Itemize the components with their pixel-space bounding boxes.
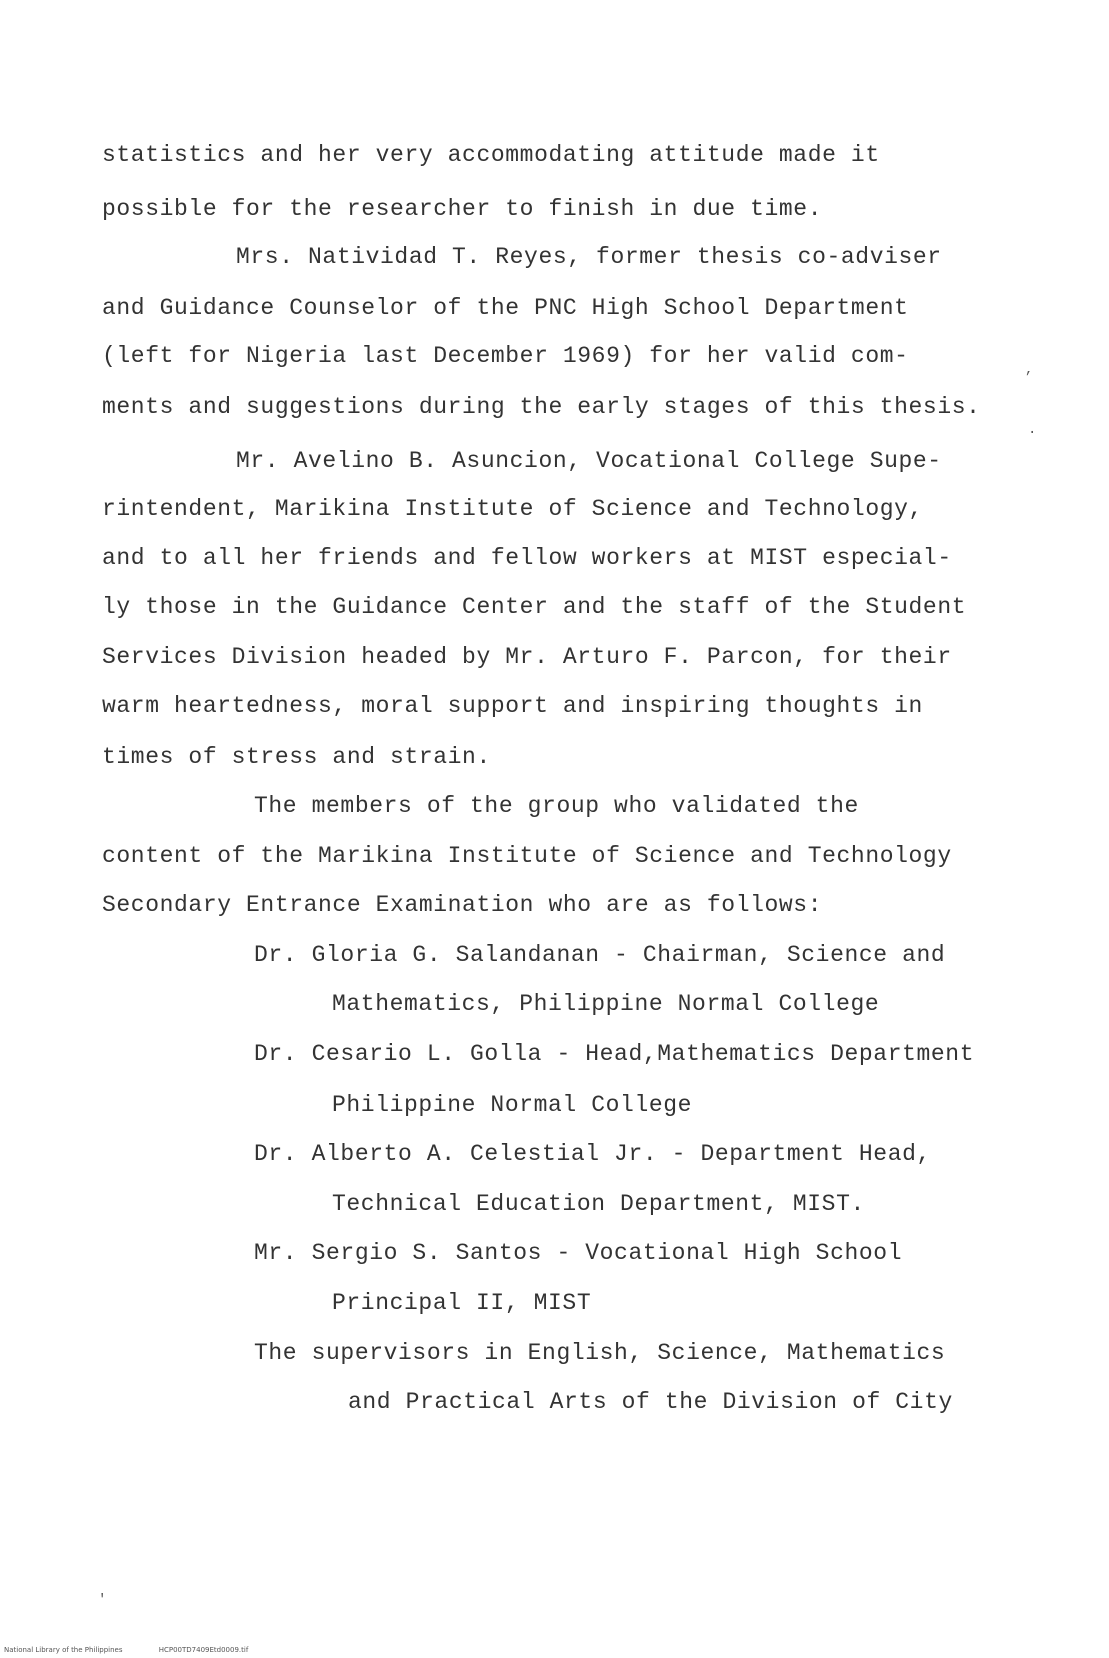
scan-footer <box>4 1646 282 1654</box>
text-line: (left for Nigeria last December 1969) for her valid com- <box>102 343 909 369</box>
text-line: The members of the group who validated the <box>254 793 859 819</box>
text-line: and Guidance Counselor of the PNC High School Department <box>102 295 909 321</box>
text-line: rintendent, Marikina Institute of Science and Technology, <box>102 496 923 522</box>
text-line: Mr. Sergio S. Santos - Vocational High School <box>254 1240 903 1266</box>
library-credit: National Library of the Philippines <box>4 1646 123 1654</box>
text-line: ments and suggestions during the early stages of this thesis. <box>102 394 981 420</box>
text-line: Mr. Avelino B. Asuncion, Vocational College Supe- <box>236 448 942 474</box>
text-line: Technical Education Department, MIST. <box>332 1191 865 1217</box>
text-line: Services Division headed by Mr. Arturo F. Parcon, for their <box>102 644 952 670</box>
text-line: Principal II, MIST <box>332 1290 592 1316</box>
text-line: Secondary Entrance Examination who are as follows: <box>102 892 823 918</box>
text-line: and Practical Arts of the Division of City <box>348 1389 953 1415</box>
text-line: statistics and her very accommodating attitude made it <box>102 142 880 168</box>
text-line: Philippine Normal College <box>332 1092 693 1118</box>
text-line: Dr. Cesario L. Golla - Head,Mathematics Department <box>254 1041 975 1067</box>
text-line: possible for the researcher to finish in due time. <box>102 196 823 222</box>
file-identifier: HCP00TD7409Etd0009.tif <box>158 1646 249 1654</box>
text-line: Dr. Gloria G. Salandanan - Chairman, Science and <box>254 942 946 968</box>
text-line: times of stress and strain. <box>102 744 491 770</box>
text-line: Mathematics, Philippine Normal College <box>332 991 880 1017</box>
margin-mark: ' <box>98 1592 107 1608</box>
text-line: Mrs. Natividad T. Reyes, former thesis co-adviser <box>236 244 942 270</box>
text-line: warm heartedness, moral support and inspiring thoughts in <box>102 693 923 719</box>
text-line: Dr. Alberto A. Celestial Jr. - Department Head, <box>254 1141 931 1167</box>
margin-mark: · <box>1028 425 1037 441</box>
text-line: ly those in the Guidance Center and the staff of the Student <box>102 594 967 620</box>
text-line: and to all her friends and fellow workers at MIST especial- <box>102 545 952 571</box>
text-line: content of the Marikina Institute of Science and Technology <box>102 843 952 869</box>
margin-mark: ’ <box>1024 370 1033 386</box>
text-line: The supervisors in English, Science, Mathematics <box>254 1340 946 1366</box>
